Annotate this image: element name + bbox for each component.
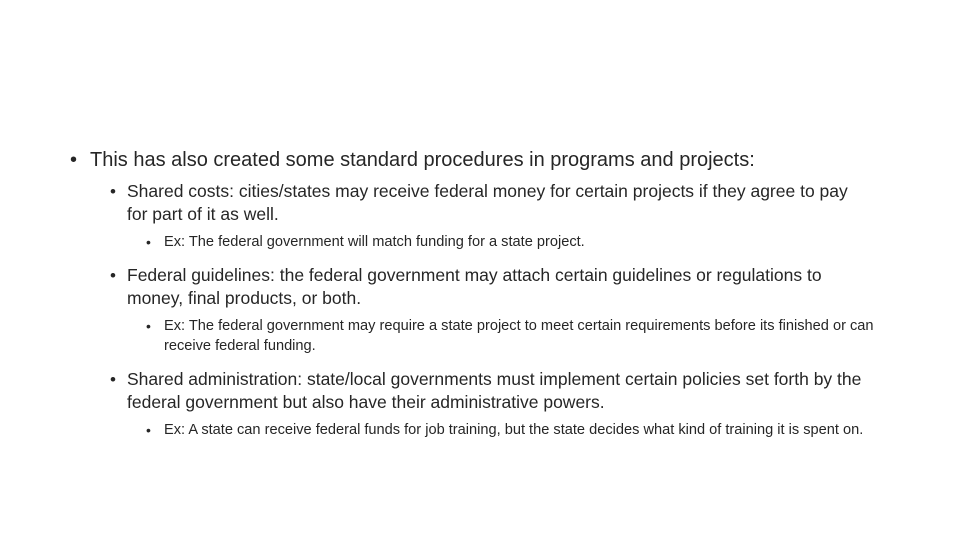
bullet-dot: • [146,318,151,334]
example-text: Ex: The federal government will match funding for a state project. [164,234,585,250]
bullet-text: This has also created some standard procedures in programs and projects: [90,149,755,171]
bullet-text: Federal guidelines: the federal government may attach certain guidelines or regulations to money, final products, or both. [127,265,822,308]
example-text: Ex: A state can receive federal funds for job training, but the state decides what kind of training it is spent on. [164,422,864,438]
bullet-list [70,146,890,452]
bullet-dot: • [110,370,116,389]
example-federal-guidelines [146,316,884,356]
bullet-dot: • [110,266,116,285]
bullet-text: Shared administration: state/local governments must implement certain policies set forth by the federal government but also have their administrative powers. [127,369,862,412]
bullet-dot: • [70,149,78,171]
bullet-shared-administration [110,368,867,414]
bullet-main [70,146,890,174]
bullet-federal-guidelines [110,264,867,310]
bullet-dot: • [146,234,151,250]
bullet-text: Shared costs: cities/states may receive federal money for certain projects if they agree to pay for part of it as well. [127,181,848,224]
example-shared-administration [146,420,884,440]
bullet-dot: • [146,422,151,438]
bullet-dot: • [110,182,116,201]
example-text: Ex: The federal government may require a state project to meet certain requirements before its finished or can receive federal funding. [164,318,874,354]
example-shared-costs [146,232,884,252]
bullet-shared-costs [110,180,867,226]
